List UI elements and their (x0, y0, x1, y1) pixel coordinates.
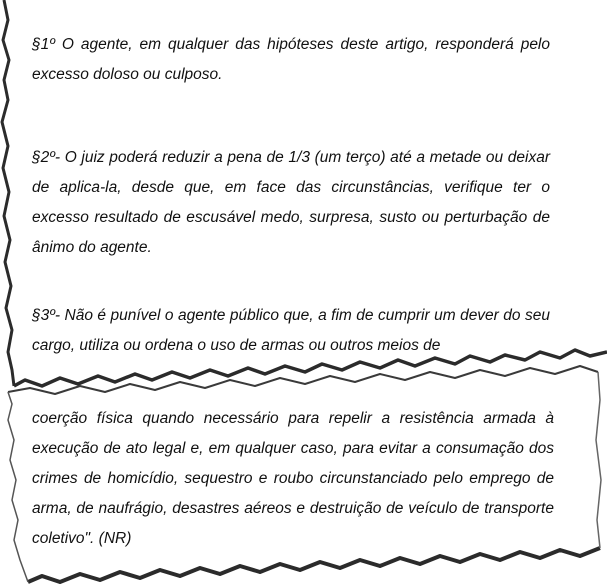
paragraph-1: §1º O agente, em qualquer das hipóteses deste artigo, responderá pelo excesso doloso ou culposo. (32, 36, 550, 83)
paragraph-2: §2º- O juiz poderá reduzir a pena de 1/3 (um terço) até a metade ou deixar de aplica-la, desde que, em face das circunstâncias, verifique ter o excesso resultado de escusável medo, surpresa, susto ou perturbação de ânimo do agente. (32, 149, 550, 256)
paragraph-3: §3º- Não é punível o agente público que, a fim de cumprir um dever do seu cargo, utiliza ou ordena o uso de armas ou outros meios de (32, 307, 550, 354)
paragraph-3-continuation: coerção física quando necessário para repelir a resistência armada à execução de ato legal e, em qualquer caso, para evitar a consumação dos crimes de homicídio, sequestro e roubo circunstanciado pelo emprego de arma, de naufrágio, desastres aéreos e destruição de veículo de transporte coletivo". (NR) (32, 410, 554, 547)
